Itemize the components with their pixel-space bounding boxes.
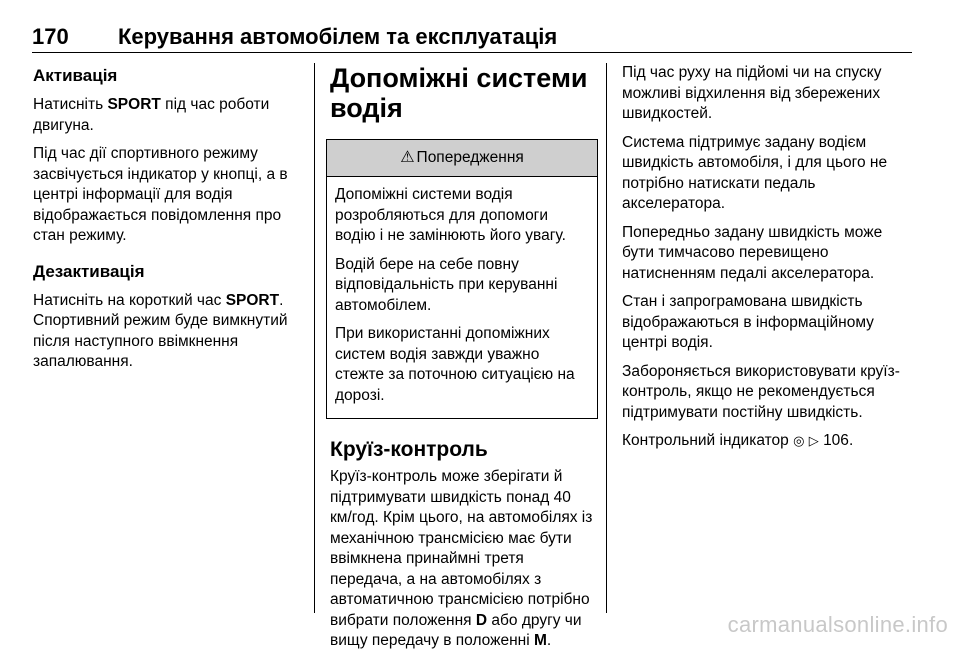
activation-paragraph: Натисніть SPORT під час роботи двигуна. — [33, 96, 270, 134]
warning-header — [327, 140, 597, 177]
activation-description: Під час дії спортивного режиму засвічується індикатор у кнопці, а в центрі інформації для водія відображається повідомлення про стан режиму. — [33, 145, 288, 244]
warning-paragraph: Допоміжні системи водія розробляються для допомоги водію і не замінюють його увагу. — [335, 186, 566, 244]
watermark: carmanualsonline.info — [727, 612, 948, 637]
warning-paragraph: Водій бере на себе повну відповідальність при керуванні автомобілем. — [335, 255, 558, 314]
body-paragraph: Під час руху на підйомі чи на спуску можливі відхилення від збережених швидкостей. — [622, 64, 882, 122]
activation-heading: Активація — [33, 66, 118, 85]
cruise-control-paragraph: Круїз-контроль може зберігати й підтримувати швидкість понад 40 км/год. Крім цього, на автомобілях із механічною трансмісією має бути ввімкнена принаймні третя передача, а на автомобілях з автоматичною трансмісією потрібно вибрати положення D або другу чи вищу передачу в положенні M. — [330, 468, 593, 649]
gear-position-d: D — [475, 611, 488, 629]
column-left — [33, 63, 305, 381]
sport-button-label: SPORT — [107, 96, 161, 113]
chapter-title: Керування автомобілем та експлуатація — [118, 24, 558, 49]
warning-title: Попередження — [416, 149, 524, 166]
body-paragraph: Система підтримує задану водієм швидкість автомобіля, і для цього не потрібно натискати педаль акселератора. — [622, 133, 888, 212]
speedometer-icon: ◎ — [793, 434, 805, 449]
page-reference[interactable]: 106 — [823, 432, 849, 449]
column-right — [622, 63, 914, 461]
cross-reference-icon[interactable]: ▷ — [808, 434, 819, 449]
sport-button-label: SPORT — [225, 291, 280, 309]
body-paragraph: Попередньо задану швидкість може бути тимчасово перевищено натисненням педалі акселератора. — [622, 223, 883, 282]
deactivation-heading: Дезактивація — [33, 261, 145, 281]
warning-paragraph: При використанні допоміжних систем водія завжди уважно стежте за поточною ситуацією на дорозі. — [335, 325, 575, 404]
indicator-reference: Контрольний індикатор ◎ ▷ 106. — [622, 432, 854, 449]
section-heading: Допоміжні системи водія — [330, 63, 588, 123]
cruise-control-heading: Круїз-контроль — [330, 438, 488, 461]
column-middle — [330, 63, 596, 660]
warning-box — [326, 139, 598, 419]
body-paragraph: Забороняється використовувати круїз-контроль, якщо не рекомендується підтримувати постійну швидкість. — [622, 362, 900, 421]
page-number: 170 — [32, 24, 69, 49]
column-divider — [606, 63, 607, 613]
warning-body — [327, 177, 597, 418]
header-rule — [32, 52, 912, 53]
deactivation-paragraph: Натисніть на короткий час SPORT. Спортивний режим буде вимкнутий після наступного ввімкнення запалювання. — [33, 291, 288, 370]
page-header — [32, 24, 912, 54]
column-divider — [314, 63, 315, 613]
gear-position-m: M — [533, 632, 547, 649]
body-paragraph: Стан і запрограмована швидкість відображаються в інформаційному центрі водія. — [622, 293, 874, 351]
warning-triangle-icon: ⚠ — [400, 149, 415, 166]
